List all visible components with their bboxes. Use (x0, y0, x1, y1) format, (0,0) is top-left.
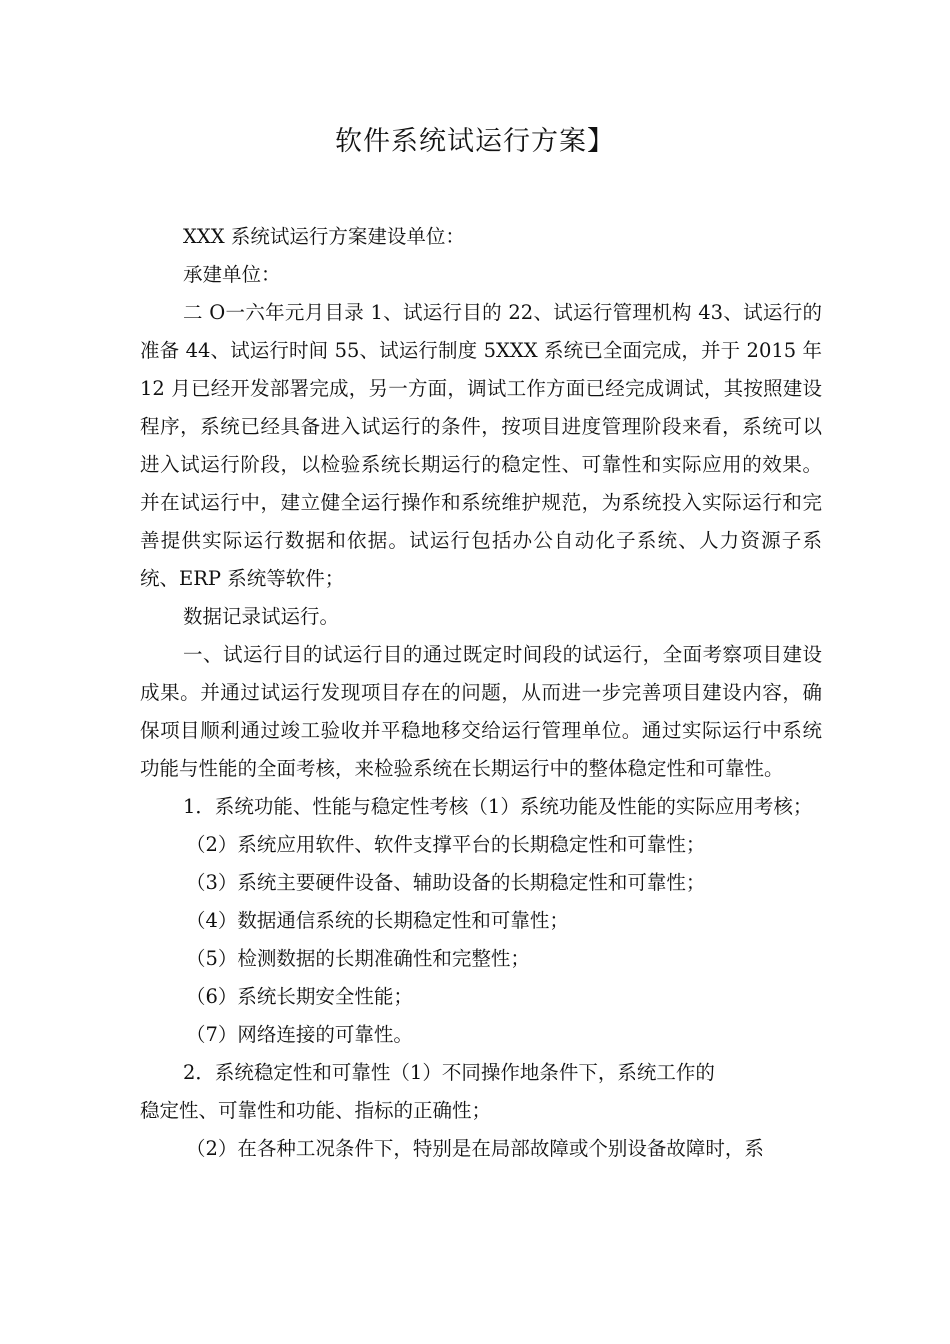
list-item-6: （6）系统长期安全性能； (186, 985, 413, 1008)
list-item-3: （3）系统主要硬件设备、辅助设备的长期稳定性和可靠性； (186, 871, 706, 894)
paragraph-section-2: 2．系统稳定性和可靠性（1）不同操作地条件下，系统工作的 (183, 1061, 715, 1084)
list-item-7: （7）网络连接的可靠性。 (186, 1023, 413, 1046)
list-item-2-2: （2）在各种工况条件下，特别是在局部故障或个别设备故障时，系 (186, 1137, 764, 1160)
list-item-4: （4）数据通信系统的长期稳定性和可靠性； (186, 909, 569, 932)
document-body (140, 218, 822, 1168)
paragraph-section-2-continued: 稳定性、可靠性和功能、指标的正确性； (140, 1099, 492, 1122)
document-title: 软件系统试运行方案】 (335, 126, 615, 157)
paragraph-section-1: 1．系统功能、性能与稳定性考核（1）系统功能及性能的实际应用考核； (183, 795, 813, 818)
paragraph-data-record: 数据记录试运行。 (183, 605, 340, 628)
paragraph-purpose: 一、试运行目的试运行目的通过既定时间段的试运行，全面考察项目建设成果。并通过试运行发现项目存在的问题，从而进一步完善项目建设内容，确保项目顺利通过竣工验收并平稳地移交给运行管理单位。通过实际运行中系统功能与性能的全面考核，来检验系统在长期运行中的整体稳定性和可靠性。 (140, 643, 822, 780)
list-item-5: （5）检测数据的长期准确性和完整性； (186, 947, 530, 970)
paragraph-project-header: XXX 系统试运行方案建设单位： (183, 225, 465, 248)
paragraph-contractor: 承建单位： (183, 263, 281, 286)
list-item-2: （2）系统应用软件、软件支撑平台的长期稳定性和可靠性； (186, 833, 706, 856)
paragraph-toc-intro: 二 O一六年元月目录 1、试运行目的 22、试运行管理机构 43、试运行的准备 44、试运行时间 55、试运行制度 5XXX 系统已全面完成，并于 2015 年 12 月已经开发部署完成，另一方面，调试工作方面已经完成调试，其按照建设程序，系统已经具备进入试运行的条件，按项目进度管理阶段来看，系统可以进入试运行阶段，以检验系统长期运行的稳定性、可靠性和实际应用的效果。并在试运行中，建立健全运行操作和系统维护规范，为系统投入实际运行和完善提供实际运行数据和依据。试运行包括办公自动化子系统、人力资源子系统、ERP 系统等软件； (140, 301, 822, 590)
